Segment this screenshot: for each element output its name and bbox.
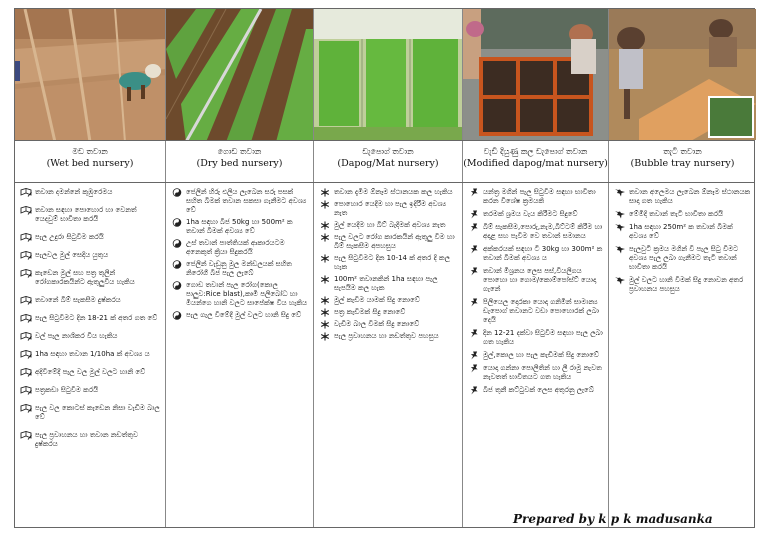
list-item (20, 368, 161, 377)
asterisk-icon (319, 254, 331, 263)
column-title-si: ඩැපොග් තවාන (362, 147, 414, 156)
list-item-text: තරමක් ශ්‍රමය වැය කිරීමට සිදුවේ (483, 210, 578, 218)
list-item (20, 386, 161, 395)
list-item (468, 267, 604, 294)
book-pen-icon (20, 269, 32, 278)
bubble-tray-photo (609, 9, 756, 140)
list-item-text: වැඩිම බාල වීමක් සිදු නොවේ (334, 320, 420, 328)
list-item (319, 254, 458, 272)
list-item-text: දින 12-21 දක්වා සිටුවීම සඳහා පැල ලබා ගත හැකිය (483, 329, 603, 346)
photo-row (14, 8, 755, 141)
dry-bed-list (171, 188, 309, 320)
list-item-text: බීජ තුනී කට්ටුවක් ලෙස අතුරනු ලැබේ (483, 386, 594, 394)
body-row (14, 183, 755, 528)
modified-dapog-column (463, 183, 609, 527)
list-item (20, 188, 161, 197)
list-item (468, 329, 604, 347)
list-item (20, 206, 161, 224)
list-item-text: පැලවල මුල් සෙදිය යුතුය (35, 251, 109, 259)
list-item-text: මේමිදි තවාන් තැටි භාවිතා කරයි (629, 210, 723, 218)
yin-yang-icon (171, 281, 183, 290)
list-item (20, 233, 161, 242)
wet-bed-photo (15, 9, 166, 140)
asterisk-icon (319, 221, 331, 230)
book-pen-icon (20, 368, 32, 377)
column-title-en: (Dapog/Mat nursery) (337, 158, 439, 169)
list-item-text: 1ha සඳහා තවාන 1/10ha ක් අවශ්‍ය ය (35, 350, 150, 358)
list-item-text: තවාන අලෙමය ලැබෙන ඕනෑම ස්ථානයක සාදා ගත හැකිය (629, 188, 751, 205)
list-item (614, 210, 752, 219)
list-item (468, 210, 604, 219)
book-pen-icon (20, 404, 32, 413)
bird-icon (614, 276, 626, 285)
list-item-text: උස් තවාන් පාත්තියක් ආකාරයටම අනෙකුත් ක්‍රියා සිදුකරයි (186, 239, 285, 256)
list-item-text: පත්‍ර කැඩීමක් සිදු නොවේ (334, 308, 406, 316)
book-pen-icon (20, 386, 32, 395)
yin-yang-icon (171, 260, 183, 269)
list-item (468, 245, 604, 263)
pin-icon (468, 329, 480, 338)
list-item (614, 223, 752, 241)
column-title-si: මඩ තවාන (72, 147, 108, 156)
list-item-text: පැලවුටි ක්‍රමය මගින් වී පැල සිටු විමට අවශ්‍ය පැල ලබා ගැනීමට තැටි තවාන් භාවිතා කරයි (629, 245, 739, 271)
book-pen-icon (20, 350, 32, 359)
list-item (319, 296, 458, 305)
pin-icon (468, 298, 480, 307)
book-pen-icon (20, 233, 32, 242)
list-item (614, 188, 752, 206)
yin-yang-icon (171, 218, 183, 227)
list-item (20, 431, 161, 449)
bird-icon (614, 245, 626, 254)
wet-bed-column (15, 183, 166, 527)
list-item (171, 188, 309, 215)
dapog-list (319, 188, 458, 341)
list-item-text: බිම් සැකසීම,පොරු,නැම,බිට්ටම් කිරීම හා අදාළ සහ පැවීම වෙ තවාන් සමානය (483, 223, 603, 240)
book-pen-icon (20, 431, 32, 440)
list-item-text: අදිවීමේදී පැල වල මුල් වලට හානි වේ (35, 368, 146, 376)
book-pen-icon (20, 314, 32, 323)
list-item-text: පැල ප්‍රවාහනය හා තවාන නඩත්තුව දුෂ්කරය (35, 431, 139, 448)
column-title-en: (Wet bed nursery) (46, 158, 134, 169)
asterisk-icon (319, 275, 331, 284)
yin-yang-icon (171, 239, 183, 248)
list-item-text: මුල්,කොල හා පැල කැඩිමක් සිදු නොවේ (483, 351, 599, 359)
bubble-tray-column (609, 183, 756, 527)
list-item (20, 350, 161, 359)
asterisk-icon (319, 308, 331, 317)
dry-bed-photo (166, 9, 314, 140)
list-item-text: තවානේ බිම් සැකසීම දුෂ්කරය (35, 296, 121, 304)
list-item (171, 239, 309, 257)
list-item-text: පැල වල කොටස් කැඩෙන නිසා වැඩිම බාල වේ (35, 404, 160, 421)
list-item (20, 314, 161, 323)
list-item-text: පැල සිටුවීමට දින 18-21 ක් අතර ගත වේ (35, 314, 158, 322)
list-item (468, 351, 604, 360)
list-item (20, 296, 161, 305)
bird-icon (614, 223, 626, 232)
bird-icon (614, 188, 626, 197)
list-item-text: වල් පැල නාශිකර විය හැකිය (35, 332, 118, 340)
list-item (171, 260, 309, 278)
list-item (171, 311, 309, 320)
list-item-text: පැල සිටුවීමට දින 10-14 ක් අතර දි කල හැක (334, 254, 450, 271)
dapog-column (314, 183, 463, 527)
book-pen-icon (20, 206, 32, 215)
list-item-text: පැල ගැල වීමේදී මුල් වලට හානි සිදු වේ (186, 311, 302, 319)
yin-yang-icon (171, 188, 183, 197)
dry-bed-header (166, 141, 314, 182)
bird-icon (614, 210, 626, 219)
bubble-tray-header (609, 141, 756, 182)
list-item (171, 281, 309, 308)
wet-bed-header (15, 141, 166, 182)
list-item (319, 233, 458, 251)
list-item-text: ගොඩ තවාන් පැල රෝග(කොල පාලුව:Rice blast),කෘමි පලිබෝධ හා මීයන්ගෙ හානි වලට සාපේක්ෂ විය හැකිය (186, 281, 308, 307)
list-item-text: මුල් කැඩීම යාමක් සිදු නොවේ (334, 296, 420, 304)
list-item-text: යොදා ගන්නා පොලිතින් හා ලී රාමු නැවත නැවතත් භාවිතයට ගත හැකිය (483, 364, 602, 381)
list-item (319, 200, 458, 218)
book-pen-icon (20, 251, 32, 260)
column-title-en: (Dry bed nursery) (196, 158, 283, 169)
book-pen-icon (20, 296, 32, 305)
column-title-en: (Modified dapog/mat nursery) (463, 158, 608, 169)
prepared-by-signature: Prepared by k p k madusanka (513, 512, 713, 526)
list-item (319, 275, 458, 293)
header-row (14, 141, 755, 183)
wet-bed-list (20, 188, 161, 449)
list-item-text: තවාන සඳහා පොහොර හා වෙනත් යෙදවුම් භාවිතා කරයි (35, 206, 137, 223)
asterisk-icon (319, 320, 331, 329)
list-item-text: මුල් යෙදීම හා බිට් බැදීමක් අවශ්‍ය නැත (334, 221, 446, 229)
asterisk-icon (319, 332, 331, 341)
dapog-header (314, 141, 463, 182)
asterisk-icon (319, 200, 331, 209)
yin-yang-icon (171, 311, 183, 320)
pin-icon (468, 386, 480, 395)
list-item-text: පැල ප්‍රවාහනය හා නඩත්තුව පහසුය (334, 332, 439, 340)
list-item (614, 276, 752, 294)
list-item (171, 218, 309, 236)
column-title-si: තැටි තවාන (663, 147, 702, 156)
list-item (20, 251, 161, 260)
asterisk-icon (319, 188, 331, 197)
column-title-si: ගොඩ තවාන (217, 147, 262, 156)
book-pen-icon (20, 332, 32, 341)
list-item-text: පොහොර යෙදීම හා පැල ඉදිරීම අවශ්‍ය නැත (334, 200, 447, 217)
list-item-text: යන්ත්‍ර මගින් පැල සිටුවීම සඳහා භාවිතා කරන විශේෂ ක්‍රමයකි (483, 188, 596, 205)
list-item (468, 188, 604, 206)
pin-icon (468, 210, 480, 219)
list-item-text: පැල උදුරා සිටුවීම කරයි (35, 233, 104, 241)
column-title-si: වැඩි දියුණු කල ඩැපොග් තවාන (483, 147, 588, 156)
asterisk-icon (319, 233, 331, 242)
nursery-comparison-sheet (14, 8, 755, 528)
modified-dapog-list (468, 188, 604, 395)
list-item (20, 269, 161, 287)
list-item-text: පිලියෙල දොරකා යොදා ගනිමින් සාමාන්‍ය ඩැපොග් තවානට වඩා පොහොරක් ලබා දෙයි (483, 298, 600, 324)
bubble-tray-list (614, 188, 752, 294)
list-item-text: මුල් වලට හානි වීමක් සිදු නොවන අතර ප්‍රවාහනය පහසුය (629, 276, 744, 293)
list-item-text: 1ha සඳහා 250m² ක තවාන් බිමක් අවශ්‍ය වේ (629, 223, 733, 240)
list-item-text: 1ha සඳහා බීජ 50kg හා 500m² ක තවාන් බිමක් අවශ්‍ය වේ (186, 218, 293, 235)
list-item (468, 364, 604, 382)
list-item-text: 100m² තවානකින් 1ha සඳහා පැල සැපයීම කල හැක (334, 275, 438, 292)
pin-icon (468, 223, 480, 232)
list-item-text: කැඩෙන මුල් සහ පත්‍ර තුලින් රෝගකාරකයින්ට ඇතුලුවිය හැකිය (35, 269, 135, 286)
list-item (20, 332, 161, 341)
list-item (319, 221, 458, 230)
pin-icon (468, 351, 480, 360)
list-item (468, 298, 604, 325)
list-item (468, 223, 604, 241)
list-item-text: අක්කරයක් සඳහා ටී 30kg හා 300m² ක තවාන් බිමක් අවශ්‍ය ය (483, 245, 603, 262)
list-item-text: පත්‍රකඩා සිටුවීම කරයි (35, 386, 99, 394)
pin-icon (468, 245, 480, 254)
list-item-text: තවාන දැමීම ඕනෑම ස්ථානයක කල හැකිය (334, 188, 453, 196)
pin-icon (468, 364, 480, 373)
pin-icon (468, 188, 480, 197)
column-title-en: (Bubble tray nursery) (630, 158, 735, 169)
list-item-text: ජෙලින් වැඩුනු මුල මන්ඩලයක් සහිත නිරෝගී බීජ පැල ලැබේ (186, 260, 292, 277)
modified-dapog-header (463, 141, 609, 182)
list-item (468, 386, 604, 395)
list-item (319, 320, 458, 329)
list-item (20, 404, 161, 422)
list-item-text: පැල වලට රෝග කාරකයින් ඇතුලු වීම හා බිම් සැකසීම අපහසුය (334, 233, 455, 250)
list-item-text: ජෙලින් හිරු එලිය ලැබෙන සරු පසක් සහිත බිමක් තවාන සකසා ගැනීමට අවශ්‍ය වේ (186, 188, 307, 214)
list-item (614, 245, 752, 272)
list-item-text: තවාන් මිශ්‍රනය ලෙස පස්,වියලිගය පොහො හා ගොම/කොම්පෝස්ට් යොදා ගැනේ (483, 267, 597, 293)
list-item (319, 308, 458, 317)
pin-icon (468, 267, 480, 276)
list-item-text: තවාන දමන්නේ කුඹුරෙමය (35, 188, 113, 196)
dapog-photo (314, 9, 463, 140)
book-pen-icon (20, 188, 32, 197)
dry-bed-column (166, 183, 314, 527)
list-item (319, 188, 458, 197)
list-item (319, 332, 458, 341)
modified-dapog-photo (463, 9, 609, 140)
asterisk-icon (319, 296, 331, 305)
